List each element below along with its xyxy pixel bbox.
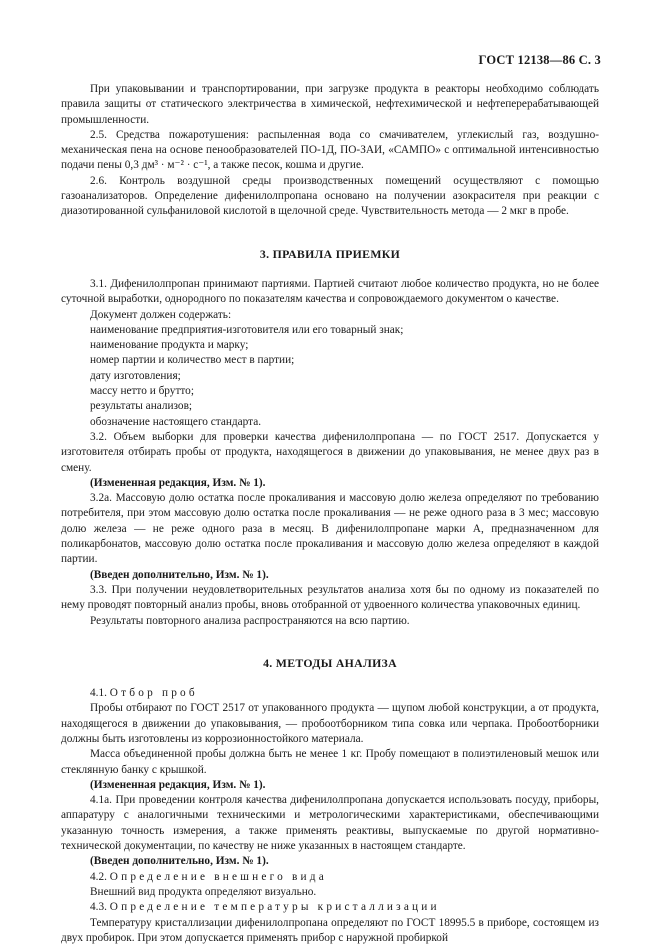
amendment-note: (Введен дополнительно, Изм. № 1).: [90, 568, 269, 581]
paragraph-4-1-b: Масса объединенной пробы должна быть не менее 1 кг. Пробу помещают в полиэтиленовый мешок или стеклянную банку с крышкой.: [61, 748, 599, 776]
paragraph-2-6: 2.6. Контроль воздушной среды производственных помещений осуществляют с помощью газоанализаторов. Определение дифенилолпропана основано на получении азокрасителя при реакции с диазотированной сульфаниловой кислотой в щелочной среде. Чувствительность метода — 2 мкг в пробе.: [61, 174, 599, 218]
subsection-number: 4.2.: [90, 870, 107, 883]
amendment-note: (Измененная редакция, Изм. № 1).: [90, 778, 266, 791]
list-item: номер партии и количество мест в партии;: [90, 354, 295, 367]
paragraph-3-1: 3.1. Дифенилолпропан принимают партиями. Партией считают любое количество продукта, но не более суточной выработки, однородного по показателям качества и сопровождаемого документом о качестве.: [61, 277, 599, 306]
list-item: обозначение настоящего стандарта.: [90, 415, 262, 428]
subsection-title: Определение внешнего вида: [109, 870, 327, 883]
paragraph-4-1a: 4.1а. При проведении контроля качества дифенилолпропана допускается использовать посуду, приборы, аппаратуру с аналогичными техническими и метрологическими характеристиками, обеспечивающими указанную точность измерения, а также применять реактивы, выпускаемые по другой нормативно-технической документации, по качеству не ниже указанных в настоящем стандарте.: [61, 794, 599, 853]
page-header: ГОСТ 12138—86 С. 3: [478, 53, 601, 67]
list-item: дату изготовления;: [90, 369, 181, 382]
paragraph-repeat-analysis: Результаты повторного анализа распространяются на всю партию.: [90, 614, 410, 627]
subsection-title: Определение температуры кристаллизации: [109, 901, 440, 914]
paragraph-3-3: 3.3. При получении неудовлетворительных результатов анализа хотя бы по одному из показателей по нему проводят повторный анализ пробы, вновь отобранной от удвоенного количества упаковочных единиц.: [61, 583, 599, 612]
subsection-heading-4-1: [61, 686, 599, 701]
subsection-title: Отбор проб: [109, 687, 198, 700]
subsection-number: 4.1.: [90, 687, 107, 700]
subsection-heading-4-3: [61, 900, 599, 915]
paragraph-3-2: 3.2. Объем выборки для проверки качества дифенилолпропана — по ГОСТ 2517. Допускается у изготовителя отбирать пробы от продукта, находящегося в движении до упаковывания, не менее двух раз в смену.: [61, 430, 599, 474]
list-item: массу нетто и брутто;: [90, 385, 194, 398]
list-item: результаты анализов;: [90, 400, 193, 413]
paragraph-4-2: Внешний вид продукта определяют визуально.: [90, 885, 317, 898]
paragraph-3-2a: 3.2а. Массовую долю остатка после прокаливания и массовую долю железа определяют по требованию потребителя, при этом массовую долю остатка после прокаливания — не реже одного раза в 3 мес; массовую долю железа — не реже одного раза в месяц. В дифенилолпропане марки А, предназначенном для поликарбонатов, массовую долю остатка после прокаливания и массовую долю железа определяют в каждой партии.: [61, 492, 599, 566]
paragraph-4-1-a: Пробы отбирают по ГОСТ 2517 от упакованного продукта — щупом любой конструкции, а от продукта, находящегося в движении до упаковывания, — пробоотборником типа совка или черпака. Пробоотборники должны быть изготовлены из коррозионностойкого материала.: [61, 702, 599, 745]
paragraph-4-3: Температуру кристаллизации дифенилолпропана определяют по ГОСТ 18995.5 в приборе, состоящем из двух пробирок. При этом допускается применять прибор с наружной пробиркой: [61, 916, 599, 944]
subsection-heading-4-2: [61, 870, 599, 885]
list-item: наименование предприятия-изготовителя или его товарный знак;: [90, 323, 404, 336]
amendment-note: (Введен дополнительно, Изм. № 1).: [90, 855, 269, 868]
document-contents-intro: Документ должен содержать:: [90, 308, 232, 321]
section-title-methods: 4. МЕТОДЫ АНАЛИЗА: [263, 655, 397, 670]
section-title-acceptance: 3. ПРАВИЛА ПРИЕМКИ: [259, 246, 401, 261]
list-item: наименование продукта и марку;: [90, 339, 249, 352]
document-body: [61, 82, 599, 946]
paragraph-packaging: При упаковывании и транспортировании, при загрузке продукта в реакторы необходимо соблюдать правила защиты от статического электричества в химической, нефтехимической и нефтеперерабатывающей промышленности.: [61, 83, 599, 126]
paragraph-2-5: 2.5. Средства пожаротушения: распыленная вода со смачивателем, углекислый газ, воздушно-механическая пена на основе пенообразователей ПО-1Д, ПО-ЗАИ, «САМПО» с оптимальной интенсивностью подачи пены 0,3 дм³ · м⁻² · с⁻¹, а также песок, кошма и другие.: [61, 128, 599, 172]
subsection-number: 4.3.: [90, 901, 107, 914]
amendment-note: (Измененная редакция, Изм. № 1).: [90, 476, 266, 489]
